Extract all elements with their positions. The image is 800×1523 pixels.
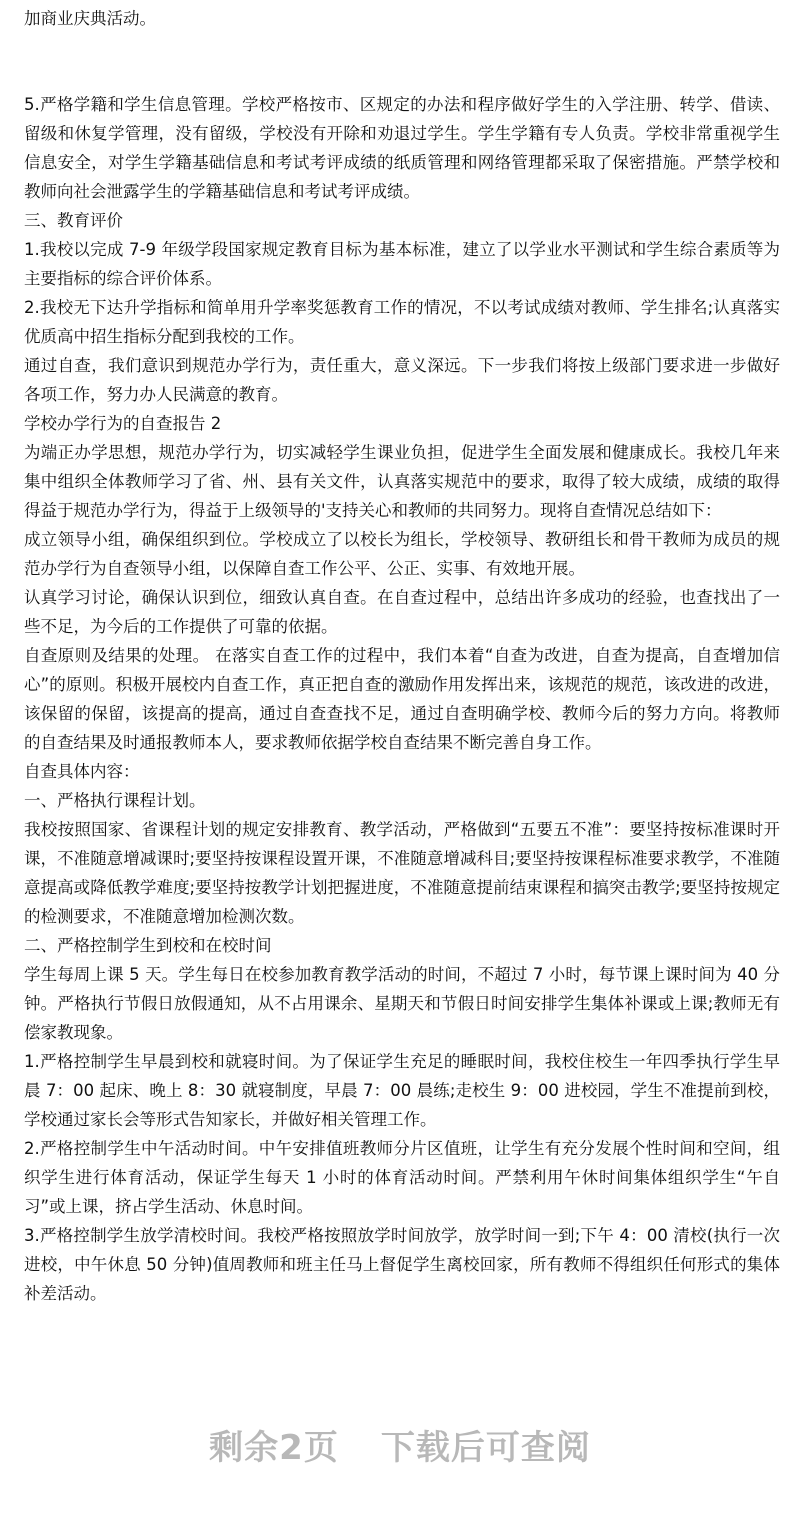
paragraph: 3.严格控制学生放学清校时间。我校严格按照放学时间放学，放学时间一到;下午 4：00 清校(执行一次进校，中午休息 50 分钟)值周教师和班主任马上督促学生离校回家，所有教师不得组织任何形式的集体补差活动。 [24, 1226, 780, 1303]
paragraph: 认真学习讨论，确保认识到位，细致认真自查。在自查过程中，总结出许多成功的经验，也查找出了一些不足，为今后的工作提供了可靠的依据。 [24, 588, 780, 636]
paragraph: 自查原则及结果的处理。 在落实自查工作的过程中，我们本着“自查为改进，自查为提高，自查增加信心”的原则。积极开展校内自查工作，真正把自查的激励作用发挥出来，该规范的规范，该改进的改进，该保留的保留，该提高的提高，通过自查查找不足，通过自查明确学校、教师今后的努力方向。将教师的自查结果及时通报教师本人，要求教师依据学校自查结果不断完善自身工作。 [24, 646, 780, 752]
paragraph: 1.严格控制学生早晨到校和就寝时间。为了保证学生充足的睡眠时间，我校住校生一年四季执行学生早晨 7：00 起床、晚上 8：30 就寝制度，早晨 7：00 晨练;走校生 9：00 进校园，学生不准提前到校，学校通过家长会等形式告知家长，并做好相关管理工作。 [24, 1052, 780, 1129]
fragment-line: 加商业庆典活动。 [24, 9, 156, 28]
section-heading: 二、严格控制学生到校和在校时间 [24, 936, 272, 955]
paragraph: 成立领导小组，确保组织到位。学校成立了以校长为组长，学校领导、教研组长和骨干教师为成员的规范办学行为自查领导小组，以保障自查工作公平、公正、实事、有效地开展。 [24, 530, 780, 578]
document-body [24, 90, 780, 1308]
paragraph: 2.我校无下达升学指标和简单用升学率奖惩教育工作的情况，不以考试成绩对教师、学生排名;认真落实优质高中招生指标分配到我校的工作。 [24, 298, 780, 346]
remaining-pages-text: 剩余2页 [209, 1428, 339, 1468]
previous-page-fragment [24, 4, 780, 33]
paragraph: 为端正办学思想，规范办学行为，切实减轻学生课业负担，促进学生全面发展和健康成长。我校几年来集中组织全体教师学习了省、州、县有关文件，认真落实规范中的要求，取得了较大成绩，成绩的取得得益于规范办学行为，得益于上级领导的'支持关心和教师的共同努力。现将自查情况总结如下： [24, 443, 780, 520]
paragraph: 通过自查，我们意识到规范办学行为，责任重大，意义深远。下一步我们将按上级部门要求进一步做好各项工作，努力办人民满意的教育。 [24, 356, 780, 404]
paragraph: 学生每周上课 5 天。学生每日在校参加教育教学活动的时间，不超过 7 小时，每节课上课时间为 40 分钟。严格执行节假日放假通知，从不占用课余、星期天和节假日时间安排学生集体补课或上课;教师无有偿家教现象。 [24, 965, 780, 1042]
paragraph: 5.严格学籍和学生信息管理。学校严格按市、区规定的办法和程序做好学生的入学注册、转学、借读、留级和休复学管理，没有留级，学校没有开除和劝退过学生。学生学籍有专人负责。学校非常重视学生信息安全，对学生学籍基础信息和考试考评成绩的纸质管理和网络管理都采取了保密措施。严禁学校和教师向社会泄露学生的学籍基础信息和考试考评成绩。 [24, 95, 780, 201]
paragraph: 2.严格控制学生中午活动时间。中午安排值班教师分片区值班，让学生有充分发展个性时间和空间，组织学生进行体育活动，保证学生每天 1 小时的体育活动时间。严禁利用午休时间集体组织学生“午自习”或上课，挤占学生活动、休息时间。 [24, 1139, 780, 1216]
section-heading: 一、严格执行课程计划。 [24, 791, 206, 810]
section-heading: 三、教育评价 [24, 211, 123, 230]
download-to-view-text: 下载后可查阅 [380, 1428, 591, 1468]
paragraph: 我校按照国家、省课程计划的规定安排教育、教学活动，严格做到“五要五不准”：要坚持按标准课时开课，不准随意增减课时;要坚持按课程设置开课，不准随意增减科目;要坚持按课程标准要求教学，不准随意提高或降低教学难度;要坚持按教学计划把握进度，不准随意提前结束课程和搞突击教学;要坚持按规定的检测要求，不准随意增加检测次数。 [24, 820, 780, 926]
download-prompt[interactable] [0, 1420, 800, 1469]
paragraph: 1.我校以完成 7-9 年级学段国家规定教育目标为基本标准，建立了以学业水平测试和学生综合素质等为主要指标的综合评价体系。 [24, 240, 780, 288]
report-title: 学校办学行为的自查报告 2 [24, 414, 222, 433]
section-heading: 自查具体内容： [24, 762, 140, 781]
